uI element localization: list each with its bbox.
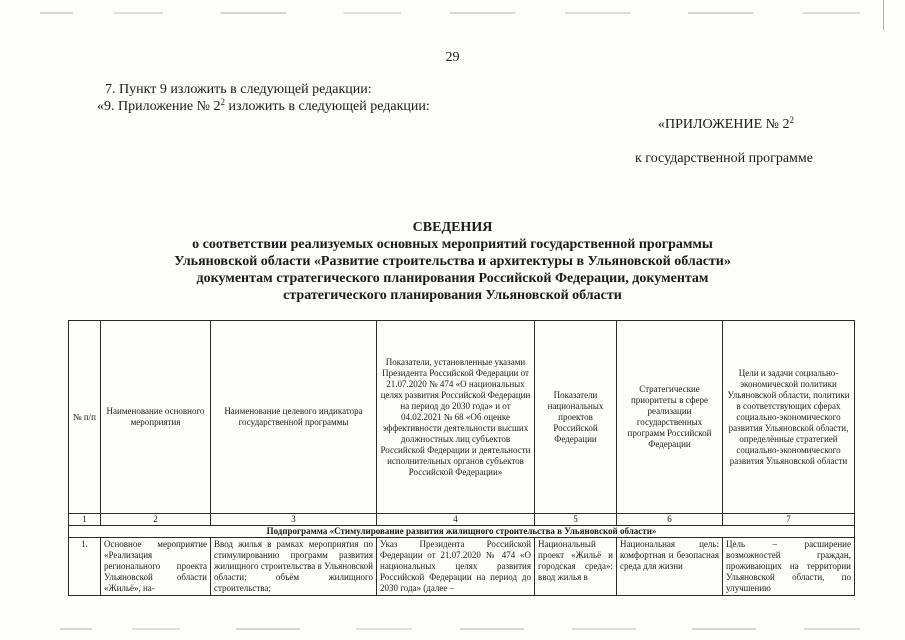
heading-line-4: стратегического планирования Ульяновской области: [283, 288, 622, 303]
page-number: 29: [445, 50, 460, 65]
scan-artifact-top: [40, 12, 860, 14]
row-1-num: 1.: [69, 538, 101, 596]
col-num-4: 4: [377, 514, 535, 526]
intro-line-2-text: «9. Приложение № 2: [97, 99, 221, 114]
header-strategic-priorities: Стратегические приоритеты в сфере реализации государственных программ Российской Федерации: [617, 321, 723, 514]
col-num-2: 2: [101, 514, 211, 526]
correspondence-table: [68, 320, 855, 596]
col-num-1: 1: [69, 514, 101, 526]
appendix-subtitle: к государственной программе: [635, 151, 813, 166]
intro-line-2-tail: изложить в следующей редакции:: [225, 99, 430, 114]
col-num-3: 3: [211, 514, 377, 526]
row-1-national: Национальный проект «Жильё и городская среда»: ввод жилья в: [535, 538, 617, 596]
header-decree-indicators: Показатели, установленные указами Президента Российской Федерации от 21.07.2020 № 474 «О национальных целях развития Российской Федерации на период до 2030 года» и от 04.02.2021 № 68 «Об оценке эффективности деятельности высших должностных лиц субъектов Российской Федерации и деятельности исполнительных органов субъектов Российской Федерации»: [377, 321, 535, 514]
document-title: СВЕДЕНИЯ: [412, 220, 493, 235]
appendix-label: [658, 117, 794, 133]
heading-line-2: Ульяновской области «Развитие строительства и архитектуры в Ульяновской области»: [174, 254, 731, 269]
header-regional-goals: Цели и задачи социально-экономической политики Ульяновской области, политики в соответствующих сферах социально-экономического развития Ульяновской области, определённые стратегией социально-экономического развития Ульяновской области: [723, 321, 855, 514]
row-1-goals: Цель – расширение возможностей граждан, проживающих на территории Ульяновской области, по улучшению: [723, 538, 855, 596]
row-1-measure: Основное мероприятие «Реализация регионального проекта Ульяновской области «Жильё», на-: [101, 538, 211, 596]
scan-edge-right: [883, 0, 884, 30]
header-measure: Наименование основного мероприятия: [101, 321, 211, 514]
column-number-row: [69, 514, 855, 526]
heading-line-1: о соответствии реализуемых основных мероприятий государственной программы: [192, 237, 713, 252]
col-num-7: 7: [723, 514, 855, 526]
header-num: № п/п: [69, 321, 101, 514]
scan-artifact-bottom: [60, 628, 860, 630]
intro-line-2: [97, 99, 430, 115]
intro-line-2-sup: 2: [220, 97, 225, 107]
col-num-6: 6: [617, 514, 723, 526]
row-1-priority: Национальная цель: комфортная и безопасная среда для жизни: [617, 538, 723, 596]
intro-line-1: 7. Пункт 9 изложить в следующей редакции:: [105, 82, 372, 97]
col-num-5: 5: [535, 514, 617, 526]
row-1-indicator: Ввод жилья в рамках мероприятия по стимулированию программ развития жилищного строительства в Ульяновской области; объём жилищного строительства;: [211, 538, 377, 596]
table-row: [69, 538, 855, 596]
subprogram-title: Подпрограмма «Стимулирование развития жилищного строительства в Ульяновской области»: [69, 526, 855, 538]
appendix-label-text: «ПРИЛОЖЕНИЕ № 2: [658, 117, 790, 132]
row-1-decree: Указ Президента Российской Федерации от 21.07.2020 № 474 «О национальных целях развития Российской Федерации на период до 2030 года» (далее –: [377, 538, 535, 596]
header-national-projects: Показатели национальных проектов Российской Федерации: [535, 321, 617, 514]
header-indicator: Наименование целевого индикатора государственной программы: [211, 321, 377, 514]
heading-line-3: документам стратегического планирования Российской Федерации, документам: [196, 271, 709, 286]
table-header-row: [69, 321, 855, 514]
appendix-label-sup: 2: [789, 115, 794, 125]
subprogram-row: [69, 526, 855, 538]
